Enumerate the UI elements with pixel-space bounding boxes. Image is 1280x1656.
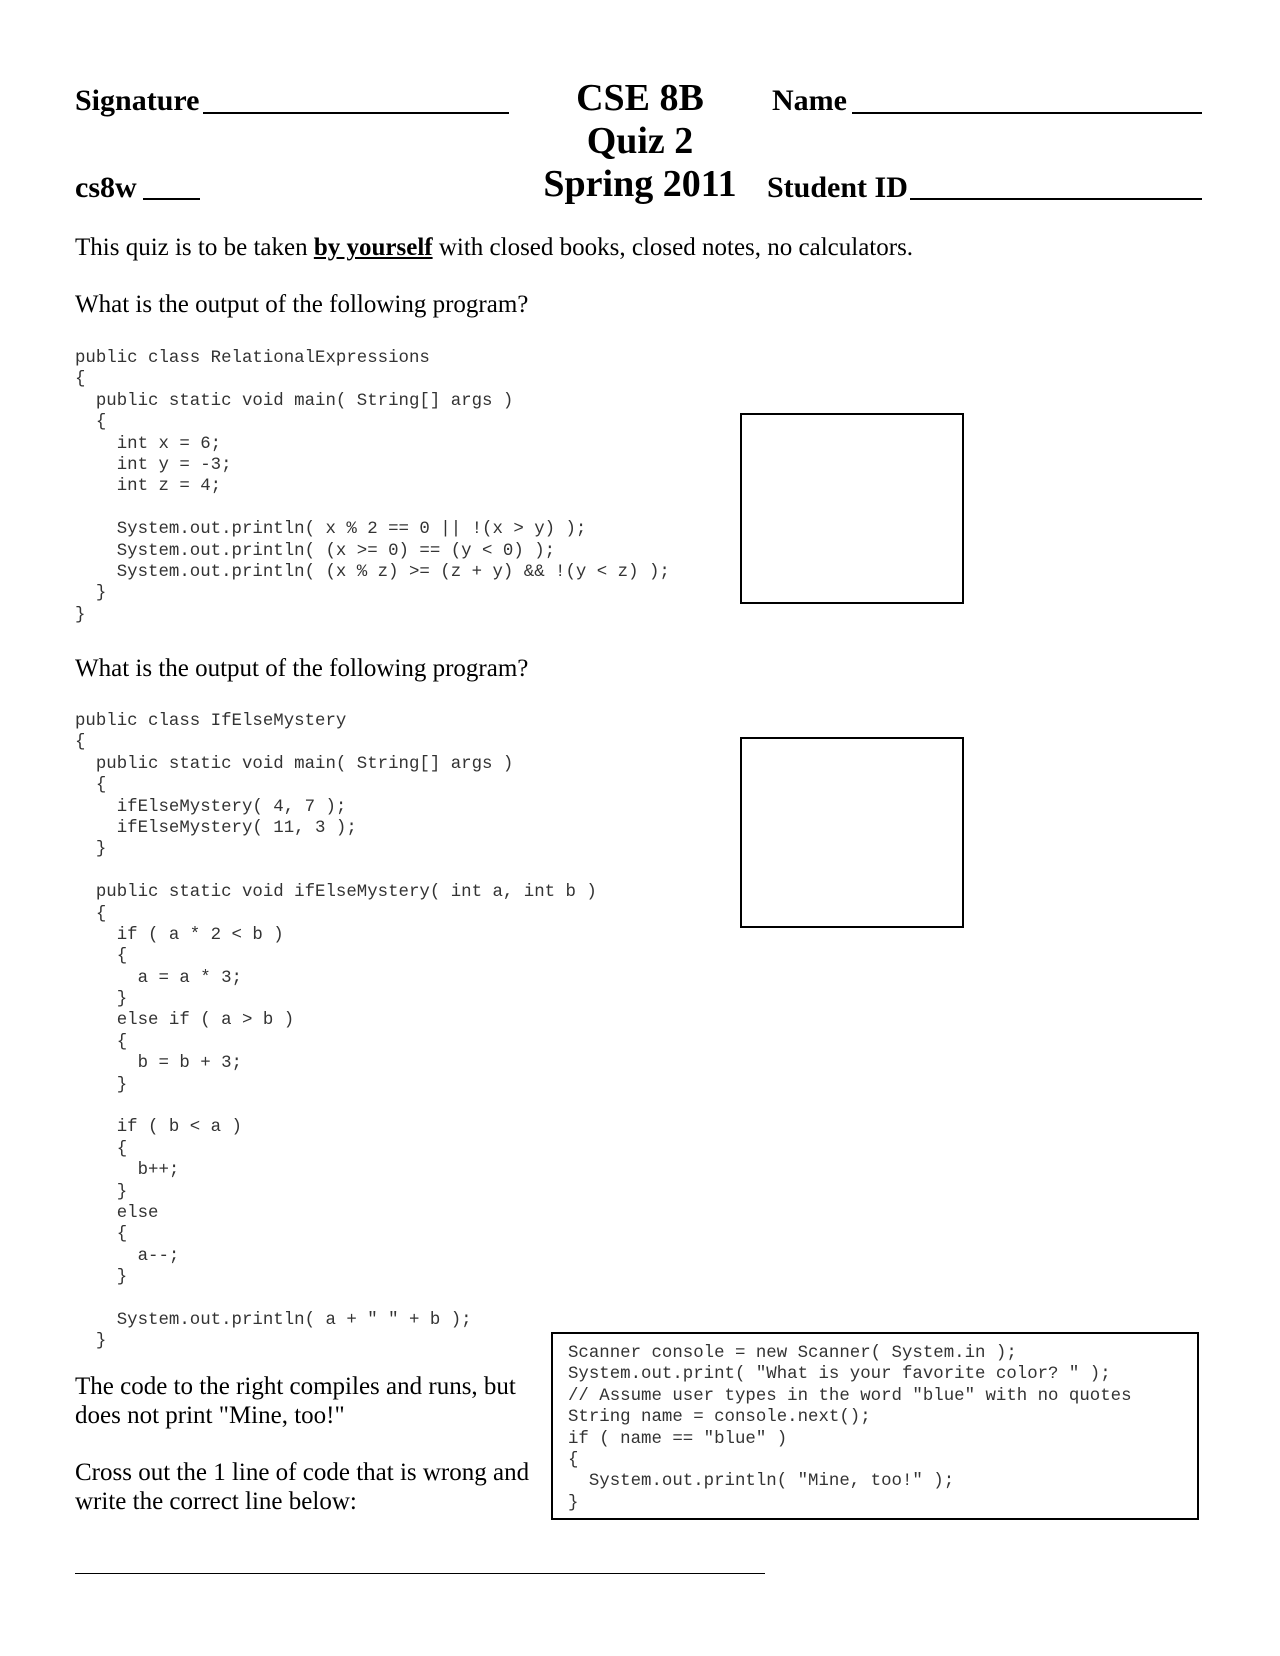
code-line: { bbox=[75, 413, 107, 433]
account-line[interactable] bbox=[143, 198, 200, 200]
name-line[interactable] bbox=[852, 112, 1202, 114]
code-line: System.out.println( x % 2 == 0 || !(x > y) ); bbox=[75, 520, 587, 540]
code-line: b++; bbox=[75, 1161, 180, 1181]
code-line: } bbox=[75, 990, 128, 1010]
code-line: System.out.println( "Mine, too!" ); bbox=[568, 1472, 955, 1492]
name-label: Name bbox=[772, 84, 847, 117]
code-line: public static void main( String[] args ) bbox=[75, 391, 514, 411]
code-line: } bbox=[75, 1268, 128, 1288]
code-line: { bbox=[75, 1139, 128, 1159]
code-line bbox=[75, 1096, 597, 1117]
code-line: else bbox=[75, 1203, 159, 1223]
code-line: { bbox=[568, 1450, 579, 1470]
code-line: } bbox=[75, 584, 107, 604]
code-line: public class IfElseMystery bbox=[75, 712, 347, 731]
q3-answer-line[interactable] bbox=[75, 1573, 765, 1574]
code-line: int z = 4; bbox=[75, 477, 222, 497]
q3-text-2: Cross out the 1 line of code that is wrong and write the correct line below: bbox=[75, 1459, 530, 1515]
code-line: String name = console.next(); bbox=[568, 1408, 871, 1428]
code-line: // Assume user types in the word "blue" with no quotes bbox=[568, 1386, 1132, 1406]
term-title: Spring 2011 bbox=[543, 163, 737, 205]
code-line: if ( name == "blue" ) bbox=[568, 1429, 788, 1449]
code-line: { bbox=[75, 370, 86, 390]
signature-label: Signature bbox=[75, 84, 200, 117]
code-line: Scanner console = new Scanner( System.in ); bbox=[568, 1344, 1017, 1363]
code-line: System.out.println( (x >= 0) == (y < 0) ); bbox=[75, 541, 556, 561]
code-line: { bbox=[75, 904, 107, 924]
code-line: } bbox=[568, 1493, 579, 1513]
account-label: cs8w bbox=[75, 171, 137, 204]
instructions: This quiz is to be taken by yourself with closed books, closed notes, no calculators. bbox=[75, 234, 914, 261]
code-line: public class RelationalExpressions bbox=[75, 349, 430, 368]
code-line: public static void main( String[] args ) bbox=[75, 754, 514, 774]
code-line: } bbox=[75, 1182, 128, 1202]
code-line bbox=[75, 1289, 597, 1310]
code-line bbox=[75, 498, 670, 519]
student-id-line[interactable] bbox=[910, 198, 1202, 200]
q2-prompt: What is the output of the following program? bbox=[75, 655, 529, 682]
code-line: { bbox=[75, 1225, 128, 1245]
code-line: } bbox=[75, 605, 86, 625]
code-line: a--; bbox=[75, 1246, 180, 1266]
course-title: CSE 8B bbox=[576, 77, 704, 119]
code-line: ifElseMystery( 4, 7 ); bbox=[75, 797, 347, 817]
q3-code bbox=[568, 1343, 1132, 1514]
code-line: int x = 6; bbox=[75, 434, 222, 454]
code-line: System.out.print( "What is your favorite color? " ); bbox=[568, 1365, 1111, 1385]
signature-line[interactable] bbox=[203, 112, 509, 114]
code-line: System.out.println( (x % z) >= (z + y) && !(y < z) ); bbox=[75, 562, 670, 582]
code-line: b = b + 3; bbox=[75, 1054, 242, 1074]
code-line bbox=[75, 861, 597, 882]
code-line: int y = -3; bbox=[75, 455, 232, 475]
code-line: { bbox=[75, 776, 107, 796]
code-line: if ( b < a ) bbox=[75, 1118, 242, 1138]
q1-prompt: What is the output of the following program? bbox=[75, 291, 529, 318]
q2-answer-box[interactable] bbox=[740, 737, 964, 928]
q3-text-1: The code to the right compiles and runs, but does not print "Mine, too!" bbox=[75, 1373, 516, 1429]
code-line: if ( a * 2 < b ) bbox=[75, 925, 284, 945]
quiz-title: Quiz 2 bbox=[586, 120, 694, 162]
code-line: ifElseMystery( 11, 3 ); bbox=[75, 818, 357, 838]
q2-code bbox=[75, 711, 597, 1353]
code-line: else if ( a > b ) bbox=[75, 1011, 295, 1031]
code-line: { bbox=[75, 1032, 128, 1052]
instructions-emphasis: by yourself bbox=[313, 234, 433, 261]
code-line: System.out.println( a + " " + b ); bbox=[75, 1310, 472, 1330]
code-line: a = a * 3; bbox=[75, 968, 242, 988]
q3-code-box bbox=[551, 1332, 1199, 1520]
code-line: } bbox=[75, 840, 107, 860]
code-line: { bbox=[75, 733, 86, 753]
code-line: { bbox=[75, 947, 128, 967]
student-id-label: Student ID bbox=[767, 171, 908, 204]
q1-answer-box[interactable] bbox=[740, 413, 964, 604]
q1-code bbox=[75, 348, 670, 626]
code-line: } bbox=[75, 1332, 107, 1352]
code-line: } bbox=[75, 1075, 128, 1095]
code-line: public static void ifElseMystery( int a, int b ) bbox=[75, 883, 597, 903]
